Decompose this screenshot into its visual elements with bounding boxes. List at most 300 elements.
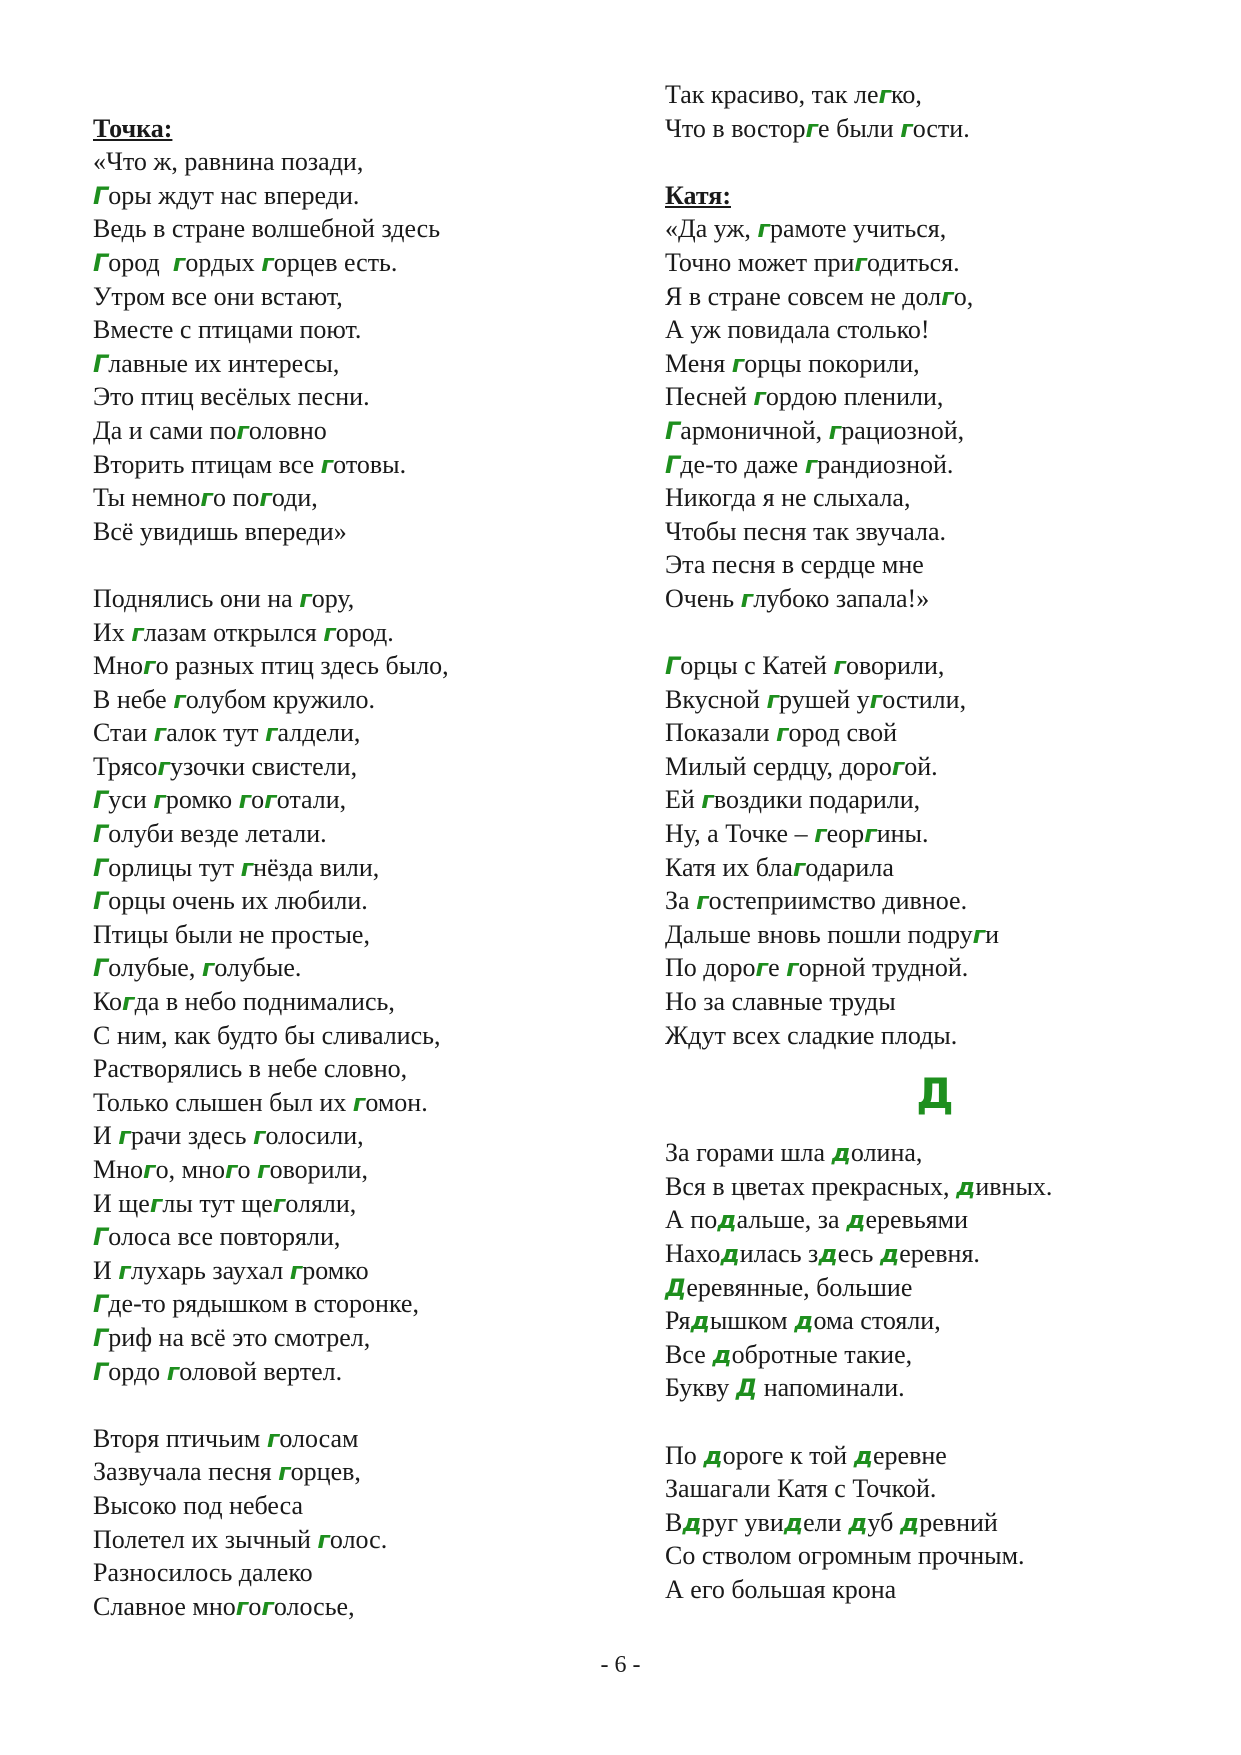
line-text: оловно xyxy=(248,415,327,445)
speaker-heading xyxy=(93,112,613,146)
line-text: Дальше вновь пошли подру xyxy=(665,919,973,949)
line-text: рачи здесь xyxy=(130,1121,253,1151)
poem-line xyxy=(665,884,1205,918)
highlighted-letter: г xyxy=(122,988,135,1017)
line-text: Нахо xyxy=(665,1239,721,1268)
line-text: рациозной, xyxy=(841,415,965,445)
poem-line xyxy=(93,750,613,784)
line-text: Ты немно xyxy=(93,483,201,513)
line-text: да в небо поднимались, xyxy=(134,987,395,1017)
highlighted-letter: Г xyxy=(93,786,109,815)
poem-line xyxy=(665,817,1205,851)
poem-line xyxy=(665,750,1205,784)
poem-line xyxy=(93,1523,613,1557)
line-text: отовы. xyxy=(333,449,407,479)
line-text: А его большая крона xyxy=(665,1574,897,1604)
line-text: е xyxy=(768,953,787,983)
line-text: «Что ж, равнина позади, xyxy=(93,147,364,177)
line-text: уб xyxy=(867,1507,900,1537)
line-text: рушей у xyxy=(779,684,870,714)
poem-line xyxy=(665,448,1205,482)
line-text: Точно может при xyxy=(665,247,855,277)
line-text: Ну, а Точке – xyxy=(665,819,815,849)
highlighted-letter: г xyxy=(323,618,336,647)
line-text: Так красиво, так ле xyxy=(665,80,879,109)
line-text: ревний xyxy=(919,1507,998,1537)
line-text: орцы с Катей xyxy=(680,651,834,681)
highlighted-letter: д xyxy=(720,1240,740,1268)
line-text: олосам xyxy=(279,1423,359,1453)
line-text: Только слышен был их xyxy=(93,1087,353,1117)
highlighted-letter: д xyxy=(794,1307,814,1336)
line-text: о xyxy=(251,785,265,815)
poem-line xyxy=(93,145,613,179)
highlighted-letter: г xyxy=(149,1189,163,1218)
line-text: лавные их интересы, xyxy=(108,348,340,378)
line-text: ордых xyxy=(185,247,262,277)
line-text: орцы покорили, xyxy=(744,348,920,378)
line-text: еревьями xyxy=(865,1205,969,1235)
line-text: ой. xyxy=(904,751,938,781)
line-text: ору, xyxy=(311,583,355,613)
line-text: Птицы были не простые, xyxy=(93,919,370,949)
highlighted-letter: г xyxy=(238,786,252,815)
highlighted-letter: г xyxy=(900,114,913,143)
line-text: уси xyxy=(108,785,154,815)
highlighted-letter: г xyxy=(153,786,166,815)
line-text: Всё увидишь впереди» xyxy=(93,516,347,546)
poem-line xyxy=(665,1304,1205,1338)
poem-line xyxy=(93,280,613,314)
line-text: Растворялись в небе словно, xyxy=(93,1054,408,1084)
highlighted-letter: г xyxy=(261,248,274,277)
poem-line xyxy=(93,985,613,1019)
stanza-gap xyxy=(93,548,613,582)
line-text: ород. xyxy=(335,617,394,647)
highlighted-letter: г xyxy=(891,752,905,781)
highlighted-letter: г xyxy=(941,282,954,311)
line-text: Мно xyxy=(93,651,144,681)
highlighted-letter: г xyxy=(252,1122,266,1151)
line-text: де-то даже xyxy=(680,449,805,479)
highlighted-letter: д xyxy=(712,1340,732,1369)
highlighted-letter: г xyxy=(240,853,254,882)
line-text: о, xyxy=(953,281,974,311)
line-text: И xyxy=(93,1255,119,1285)
highlighted-letter: Г xyxy=(93,954,109,983)
line-text: Вкусной xyxy=(665,684,767,714)
line-text: За xyxy=(665,886,697,916)
highlighted-letter: г xyxy=(854,248,867,277)
line-text: Это птиц весёлых песни. xyxy=(93,382,370,412)
poem-line xyxy=(93,1119,613,1153)
highlighted-letter: д xyxy=(818,1240,838,1268)
line-text: Милый сердцу, доро xyxy=(665,751,892,781)
line-text: Вторить птицам все xyxy=(93,449,321,479)
highlighted-letter: Д xyxy=(735,1374,758,1403)
line-text: остеприимство дивное. xyxy=(708,886,968,916)
line-text: Стаи xyxy=(93,718,154,748)
highlighted-letter: г xyxy=(833,652,846,681)
highlighted-letter: д xyxy=(682,1508,702,1537)
poem-line xyxy=(93,380,613,414)
line-text: оди, xyxy=(271,483,318,513)
line-text: оловой вертел. xyxy=(179,1356,343,1386)
line-text: Никогда я не слыхала, xyxy=(665,483,911,513)
highlighted-letter: г xyxy=(804,450,818,479)
line-text: одарила xyxy=(805,852,894,882)
highlighted-letter: г xyxy=(172,248,186,277)
line-text: олубые. xyxy=(214,953,302,983)
poem-line xyxy=(93,212,613,246)
poem-line xyxy=(93,884,613,918)
poem-line xyxy=(93,1489,613,1523)
highlighted-letter: г xyxy=(864,820,877,849)
highlighted-letter: Г xyxy=(93,820,109,849)
line-text: оворили, xyxy=(269,1155,368,1184)
highlighted-letter: г xyxy=(261,1592,274,1621)
line-text: Вместе с птицами поют. xyxy=(93,315,362,345)
poem-line xyxy=(665,582,1205,616)
highlighted-letter: д xyxy=(899,1508,920,1537)
highlighted-letter: Г xyxy=(93,887,109,916)
line-text: олуби везде летали. xyxy=(108,819,327,849)
line-text: армоничной, xyxy=(680,415,829,445)
highlighted-letter: д xyxy=(879,1240,900,1268)
poem-line xyxy=(665,1019,1205,1053)
line-text: олос. xyxy=(329,1524,388,1554)
line-text: о xyxy=(237,1155,258,1184)
line-text: алдели, xyxy=(277,718,361,748)
line-text: ромко xyxy=(302,1255,369,1285)
highlighted-letter: г xyxy=(131,618,144,647)
poem-line xyxy=(93,414,613,448)
highlighted-letter: д xyxy=(783,1508,804,1537)
poem-line xyxy=(93,1321,613,1355)
highlighted-letter: Г xyxy=(665,450,681,479)
poem-line xyxy=(93,347,613,381)
stanza-gap xyxy=(665,616,1205,650)
poem-line xyxy=(665,280,1205,314)
line-text: Но за славные труды xyxy=(665,987,896,1017)
stanza-gap xyxy=(665,145,1205,179)
highlighted-letter: г xyxy=(299,584,312,613)
line-text: Зазвучала песня xyxy=(93,1457,279,1487)
line-text: Ждут всех сладкие плоды. xyxy=(665,1020,958,1050)
line-text: Чтобы песня так звучала. xyxy=(665,516,946,546)
poem-line xyxy=(93,817,613,851)
line-text: олосье, xyxy=(273,1591,355,1621)
highlighted-letter: Г xyxy=(93,248,109,277)
highlighted-letter: Г xyxy=(93,1223,109,1252)
right-column xyxy=(665,78,1205,1607)
line-text: есь xyxy=(837,1239,880,1268)
highlighted-letter: г xyxy=(201,954,215,983)
line-text: ордо xyxy=(108,1356,167,1386)
highlighted-letter: Г xyxy=(93,1323,109,1352)
line-text: алок тут xyxy=(166,718,265,748)
poem-line xyxy=(93,1590,613,1624)
poem-line xyxy=(665,481,1205,515)
highlighted-letter: Г xyxy=(665,652,681,681)
highlighted-letter: г xyxy=(118,1122,131,1151)
poem-line xyxy=(93,1556,613,1590)
highlighted-letter: д xyxy=(717,1206,737,1235)
left-column xyxy=(93,78,613,1623)
line-text: Со стволом огромным прочным. xyxy=(665,1541,1025,1571)
poem-line xyxy=(665,1203,1205,1237)
poem-line xyxy=(93,951,613,985)
highlighted-letter: г xyxy=(278,1458,291,1487)
line-text: ород свой xyxy=(788,718,898,748)
line-text: илась з xyxy=(739,1239,819,1268)
highlighted-letter: д xyxy=(848,1508,868,1537)
line-text: Песней xyxy=(665,382,754,412)
highlighted-letter: г xyxy=(173,685,186,714)
line-text: Что в востор xyxy=(665,113,806,143)
line-text: По xyxy=(665,1440,704,1470)
highlighted-letter: д xyxy=(831,1139,851,1168)
poem-line xyxy=(93,918,613,952)
letter-heading xyxy=(665,1052,1205,1136)
line-text: оляли, xyxy=(285,1188,357,1218)
poem-line xyxy=(93,448,613,482)
line-text: нёзда вили, xyxy=(253,852,380,882)
poem-line xyxy=(665,851,1205,885)
poem-line xyxy=(665,78,1205,112)
line-text: А уж повидала столько! xyxy=(665,315,930,345)
line-text: Трясо xyxy=(93,751,158,781)
highlighted-letter: Г xyxy=(93,853,109,882)
highlighted-letter: Г xyxy=(665,416,681,445)
highlighted-letter: г xyxy=(696,887,709,916)
poem-line xyxy=(665,1573,1205,1607)
line-text: еревня. xyxy=(899,1239,980,1268)
line-text: олубые, xyxy=(108,953,202,983)
line-text: оры ждут нас впереди. xyxy=(108,180,360,210)
line-text: Мно xyxy=(93,1155,144,1184)
line-text: олосили, xyxy=(265,1121,364,1151)
line-text: лубоко запала!» xyxy=(753,583,930,613)
poem-line xyxy=(665,1506,1205,1540)
line-text: руг уви xyxy=(701,1507,784,1537)
highlighted-letter: г xyxy=(143,652,156,681)
line-text: Все xyxy=(665,1339,713,1369)
poem-line xyxy=(665,783,1205,817)
line-text: «Да уж, xyxy=(665,214,758,244)
poem-line xyxy=(665,380,1205,414)
line-text: Катя: xyxy=(665,180,731,210)
line-text: о xyxy=(248,1591,262,1621)
line-text: Очень xyxy=(665,583,741,613)
line-text: о, мно xyxy=(155,1155,225,1184)
stanza-gap xyxy=(93,78,613,112)
poem-line xyxy=(93,1287,613,1321)
line-text: отали, xyxy=(276,785,347,815)
poem-line xyxy=(665,1539,1205,1573)
highlighted-letter: г xyxy=(320,450,334,479)
line-text: напоминали. xyxy=(757,1373,905,1403)
line-text: Славное мно xyxy=(93,1591,236,1621)
poem-line xyxy=(665,414,1205,448)
highlighted-letter: д xyxy=(703,1441,723,1470)
line-text: орцев, xyxy=(290,1457,361,1487)
line-text: Показали xyxy=(665,718,776,748)
line-text: лухарь заухал xyxy=(130,1255,290,1285)
poem-line xyxy=(93,783,613,817)
line-text: альше, за xyxy=(736,1205,847,1235)
line-text: олина, xyxy=(850,1138,923,1168)
poem-line xyxy=(665,212,1205,246)
highlighted-letter: Д xyxy=(916,1069,954,1119)
line-text: Разносилось далеко xyxy=(93,1558,313,1588)
highlighted-letter: г xyxy=(153,719,167,748)
poem-line xyxy=(665,1439,1205,1473)
line-text: омон. xyxy=(365,1087,428,1117)
highlighted-letter: г xyxy=(701,786,714,815)
line-text: орцы очень их любили. xyxy=(108,886,368,916)
line-text: лы тут ще xyxy=(162,1188,273,1218)
poem-line xyxy=(93,313,613,347)
line-text: В небе xyxy=(93,684,174,714)
poem-line xyxy=(93,1355,613,1389)
poem-line xyxy=(93,1455,613,1489)
poem-line xyxy=(93,851,613,885)
line-text: Вся в цветах прекрасных, xyxy=(665,1171,956,1201)
line-text: Меня xyxy=(665,348,732,378)
line-text: Катя их бла xyxy=(665,852,793,882)
line-text: орлицы тут xyxy=(108,852,241,882)
highlighted-letter: д xyxy=(853,1441,873,1470)
line-text: Я в стране совсем не дол xyxy=(665,281,942,311)
line-text: ороге к той xyxy=(722,1440,854,1470)
poem-line xyxy=(665,951,1205,985)
poem-line xyxy=(93,1052,613,1086)
poem-line xyxy=(93,716,613,750)
line-text: ко, xyxy=(891,80,922,109)
poem-line xyxy=(665,1338,1205,1372)
poem-line xyxy=(93,179,613,213)
line-text: олубом кружило. xyxy=(185,684,376,714)
line-text: ород xyxy=(108,247,173,277)
line-text: обротные такие, xyxy=(731,1339,913,1369)
line-text: еревянные, большие xyxy=(686,1272,913,1302)
highlighted-letter: г xyxy=(118,1256,131,1285)
line-text: За горами шла xyxy=(665,1138,832,1168)
highlighted-letter: Д xyxy=(665,1273,687,1302)
poem-line xyxy=(665,649,1205,683)
line-text: Поднялись они на xyxy=(93,583,300,613)
poem-line xyxy=(665,1371,1205,1405)
line-text: ордою пленили, xyxy=(765,382,944,412)
line-text: Ведь в стране волшебной здесь xyxy=(93,214,441,244)
poem-line xyxy=(665,112,1205,146)
poem-line xyxy=(93,1254,613,1288)
highlighted-letter: г xyxy=(755,954,769,983)
highlighted-letter: г xyxy=(805,114,819,143)
highlighted-letter: Г xyxy=(93,349,109,378)
poem-line xyxy=(665,683,1205,717)
line-text: рандиозной. xyxy=(817,449,954,479)
line-text: Полетел их зычный xyxy=(93,1524,318,1554)
line-text: По доро xyxy=(665,953,756,983)
highlighted-letter: г xyxy=(786,954,799,983)
line-text: ышком xyxy=(709,1306,795,1336)
highlighted-letter: г xyxy=(259,484,272,513)
highlighted-letter: г xyxy=(775,719,789,748)
line-text: Ей xyxy=(665,785,702,815)
line-text: ома стояли, xyxy=(813,1306,941,1336)
page-number: - 6 - xyxy=(600,1652,641,1678)
highlighted-letter: Г xyxy=(93,1357,109,1386)
line-text: е были xyxy=(818,113,901,143)
poem-line xyxy=(665,313,1205,347)
line-text: узочки свистели, xyxy=(169,751,358,781)
poem-line xyxy=(665,918,1205,952)
line-text: Их xyxy=(93,617,132,647)
line-text: воздики подарили, xyxy=(713,785,921,815)
line-text: ивных. xyxy=(975,1171,1053,1201)
speaker-heading xyxy=(665,179,1205,213)
line-text: Букву xyxy=(665,1373,736,1403)
highlighted-letter: г xyxy=(352,1088,366,1117)
highlighted-letter: г xyxy=(878,81,892,109)
poem-line xyxy=(93,1019,613,1053)
poem-line xyxy=(93,582,613,616)
line-text: де-то рядышком в сторонке, xyxy=(108,1289,419,1319)
highlighted-letter: д xyxy=(955,1172,976,1201)
line-text: о разных птиц здесь было, xyxy=(155,651,449,681)
highlighted-letter: г xyxy=(828,416,842,445)
line-text: Ко xyxy=(93,987,123,1017)
poem-line xyxy=(93,649,613,683)
highlighted-letter: г xyxy=(731,349,745,378)
highlighted-letter: г xyxy=(224,1156,238,1184)
poem-line xyxy=(665,1472,1205,1506)
highlighted-letter: Г xyxy=(93,1290,109,1319)
poem-line xyxy=(93,1220,613,1254)
line-text: Точка: xyxy=(93,113,173,143)
highlighted-letter: д xyxy=(846,1206,866,1235)
line-text: ости. xyxy=(912,113,970,143)
poem-line xyxy=(93,1187,613,1221)
line-text: риф на всё это смотрел, xyxy=(108,1322,371,1352)
stanza-gap xyxy=(665,1405,1205,1439)
highlighted-letter: г xyxy=(766,685,780,714)
line-text: одиться. xyxy=(866,247,960,277)
poem-line xyxy=(93,515,613,549)
poem-line xyxy=(665,515,1205,549)
poem-line xyxy=(93,246,613,280)
line-text: Зашагали Катя с Точкой. xyxy=(665,1474,937,1504)
line-text: еревне xyxy=(873,1440,947,1470)
highlighted-letter: г xyxy=(264,786,277,815)
line-text: олоса все повторяли, xyxy=(108,1222,341,1252)
highlighted-letter: г xyxy=(235,1592,249,1621)
line-text: Высоко под небеса xyxy=(93,1490,303,1520)
highlighted-letter: г xyxy=(740,584,754,613)
line-text: И xyxy=(93,1121,119,1151)
line-text: Утром все они встают, xyxy=(93,281,343,311)
line-text: В xyxy=(665,1507,683,1537)
line-text: остили, xyxy=(882,684,967,714)
highlighted-letter: г xyxy=(289,1256,303,1285)
highlighted-letter: г xyxy=(317,1525,330,1554)
highlighted-letter: г xyxy=(792,853,806,882)
poem-line xyxy=(93,481,613,515)
highlighted-letter: г xyxy=(757,215,770,244)
highlighted-letter: г xyxy=(869,685,883,714)
